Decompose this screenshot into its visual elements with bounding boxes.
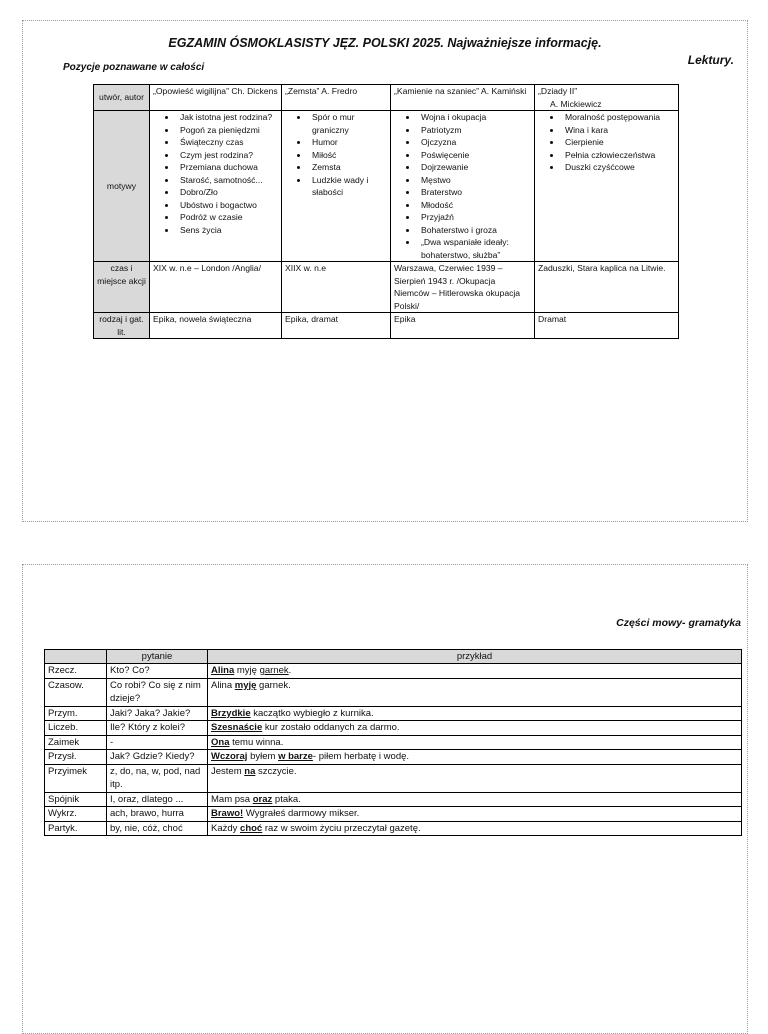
motif-item: • Wina i kara bbox=[562, 124, 675, 137]
question-cell: I, oraz, dlatego ... bbox=[107, 792, 208, 807]
motif-item: • Wojna i okupacja bbox=[418, 111, 531, 124]
section-subtitle: Pozycje poznawane w całości bbox=[63, 62, 205, 73]
question-cell: ach, brawo, hurra bbox=[107, 807, 208, 822]
example-text: garnek. bbox=[256, 679, 291, 691]
motif-item: • Sens życia bbox=[177, 224, 278, 237]
part-of-speech-cell: Zaimek bbox=[45, 735, 107, 750]
motif-item: • Miłość bbox=[309, 149, 387, 162]
part-of-speech-cell: Czasow. bbox=[45, 678, 107, 706]
section-label-lektury: Lektury. bbox=[687, 53, 734, 67]
example-text: byłem bbox=[247, 751, 279, 762]
page-gap bbox=[0, 523, 768, 563]
question-cell: Jaki? Jaka? Jakie? bbox=[107, 706, 208, 721]
part-of-speech-cell: Partyk. bbox=[45, 821, 107, 836]
example-text: ptaka. bbox=[272, 793, 301, 805]
table-row bbox=[45, 764, 742, 792]
genre-cell: Dramat bbox=[535, 313, 679, 339]
question-cell: z, do, na, w, pod, nad itp. bbox=[107, 764, 208, 792]
motif-item: • Pogoń za pieniędzmi bbox=[177, 124, 278, 137]
example-text: Mam psa bbox=[211, 793, 253, 805]
table-row bbox=[45, 664, 742, 679]
motif-item: • Ojczyzna bbox=[418, 136, 531, 149]
example-text: - piłem herbatę i wodę. bbox=[312, 751, 410, 762]
table-row bbox=[45, 721, 742, 736]
motifs-list bbox=[394, 111, 531, 261]
part-of-speech-cell: Wykrz. bbox=[45, 807, 107, 822]
motif-item: • Świąteczny czas bbox=[177, 136, 278, 149]
grammar-table-body bbox=[45, 664, 742, 836]
example-text: myję bbox=[234, 665, 260, 676]
highlighted-word: na bbox=[244, 765, 256, 777]
motif-item: • Duszki czyśćcowe bbox=[562, 161, 675, 174]
question-cell: Co robi? Co się z nim dzieje? bbox=[107, 678, 208, 706]
part-of-speech-cell: Rzecz. bbox=[45, 664, 107, 679]
motif-item: • Patriotyzm bbox=[418, 124, 531, 137]
example-cell bbox=[208, 721, 742, 736]
example-cell bbox=[208, 750, 742, 765]
work-title: „Kamienie na szaniec” A. Kamiński bbox=[394, 86, 527, 96]
row-header-motifs: motywy bbox=[94, 111, 150, 262]
motifs-cell bbox=[282, 111, 391, 262]
table-row bbox=[45, 792, 742, 807]
work-cell bbox=[150, 85, 282, 111]
motif-item: • Braterstwo bbox=[418, 186, 531, 199]
highlighted-word: Alina bbox=[211, 665, 235, 676]
work-title: „Dziady II” bbox=[538, 86, 578, 96]
header-part-of-speech bbox=[45, 650, 107, 664]
example-text: kur zostało oddanych za darmo. bbox=[262, 722, 400, 733]
document-page-2 bbox=[22, 564, 748, 1034]
highlighted-word: choć bbox=[240, 822, 263, 834]
table-row bbox=[45, 678, 742, 706]
time-place-cell: Warszawa, Czerwiec 1939 – Sierpień 1943 r. /Okupacja Niemców – Hitlerowska okupacja Polski/ bbox=[391, 262, 535, 313]
document-title: EGZAMIN ÓSMOKLASISTY JĘZ. POLSKI 2025. Najważniejsze informację. bbox=[168, 36, 602, 50]
motif-item: • Bohaterstwo i groza bbox=[418, 224, 531, 237]
motif-item: • Dobro/Zło bbox=[177, 186, 278, 199]
example-cell bbox=[208, 821, 742, 836]
example-text: szczycie. bbox=[255, 765, 297, 777]
motif-item: • Zemsta bbox=[309, 161, 387, 174]
table-row bbox=[45, 807, 742, 822]
example-text: Jestem bbox=[211, 765, 245, 777]
genre-cell: Epika bbox=[391, 313, 535, 339]
document-page-1 bbox=[22, 20, 748, 522]
underlined-word: garnek bbox=[259, 665, 289, 676]
time-place-cell: XIIX w. n.e bbox=[282, 262, 391, 313]
work-author: A. Mickiewicz bbox=[550, 98, 602, 109]
time-place-cell: XIX w. n.e – London /Anglia/ bbox=[150, 262, 282, 313]
work-cell bbox=[282, 85, 391, 111]
genre-cell: Epika, nowela świąteczna bbox=[150, 313, 282, 339]
motif-item: • Podróż w czasie bbox=[177, 211, 278, 224]
motif-item: • „Dwa wspaniałe ideały: bohaterstwo, służba” bbox=[418, 236, 531, 261]
motifs-list bbox=[285, 111, 387, 199]
example-cell bbox=[208, 792, 742, 807]
example-cell bbox=[208, 764, 742, 792]
example-cell bbox=[208, 664, 742, 679]
part-of-speech-cell: Przysł. bbox=[45, 750, 107, 765]
row-header-genre: rodzaj i gat. lit. bbox=[94, 313, 150, 339]
part-of-speech-cell: Spójnik bbox=[45, 792, 107, 807]
genre-cell: Epika, dramat bbox=[282, 313, 391, 339]
table-row-works bbox=[94, 85, 679, 111]
row-header-works: utwór, autor bbox=[94, 85, 150, 111]
table-row bbox=[45, 750, 742, 765]
example-text: kaczątko wybiegło z kurnika. bbox=[250, 707, 374, 719]
example-text: raz w swoim życiu przeczytał gazetę. bbox=[262, 822, 421, 834]
question-cell: Jak? Gdzie? Kiedy? bbox=[107, 750, 208, 765]
grammar-header-row bbox=[45, 650, 742, 664]
example-cell bbox=[208, 678, 742, 706]
work-cell bbox=[391, 85, 535, 111]
motif-item: • Jak istotna jest rodzina? bbox=[177, 111, 278, 124]
motifs-cell bbox=[150, 111, 282, 262]
highlighted-word: Wczoraj bbox=[211, 751, 248, 762]
highlighted-word: oraz bbox=[252, 793, 273, 805]
part-of-speech-cell: Przym. bbox=[45, 706, 107, 721]
example-text: . bbox=[288, 665, 292, 676]
highlighted-word: Szesnaście bbox=[211, 722, 263, 733]
example-text: Każdy bbox=[211, 822, 241, 834]
highlighted-word: Brawo! bbox=[211, 808, 244, 819]
motif-item: • Przemiana duchowa bbox=[177, 161, 278, 174]
highlighted-word: w barze bbox=[278, 751, 313, 762]
table-row-time-place bbox=[94, 262, 679, 313]
motif-item: • Młodość bbox=[418, 199, 531, 212]
motifs-list bbox=[153, 111, 278, 236]
motifs-list bbox=[538, 111, 675, 174]
example-text: Wygrałeś darmowy mikser. bbox=[243, 808, 360, 819]
motif-item: • Moralność postępowania bbox=[562, 111, 675, 124]
table-row bbox=[45, 735, 742, 750]
motif-item: • Męstwo bbox=[418, 174, 531, 187]
example-cell bbox=[208, 706, 742, 721]
highlighted-word: Ona bbox=[211, 736, 230, 748]
time-place-cell: Zaduszki, Stara kaplica na Litwie. bbox=[535, 262, 679, 313]
header-question: pytanie bbox=[107, 650, 208, 664]
example-cell bbox=[208, 807, 742, 822]
header-example: przykład bbox=[208, 650, 742, 664]
part-of-speech-cell: Przyimek bbox=[45, 764, 107, 792]
table-row bbox=[45, 706, 742, 721]
motifs-cell bbox=[535, 111, 679, 262]
highlighted-word: myję bbox=[234, 679, 257, 691]
question-cell: - bbox=[107, 735, 208, 750]
motif-item: • Humor bbox=[309, 136, 387, 149]
grammar-table bbox=[44, 649, 742, 836]
example-text: temu winna. bbox=[229, 736, 284, 748]
motif-item: • Czym jest rodzina? bbox=[177, 149, 278, 162]
work-title: „Opowieść wigilijna” Ch. Dickens bbox=[153, 86, 278, 96]
motif-item: • Poświęcenie bbox=[418, 149, 531, 162]
table-row-genre bbox=[94, 313, 679, 339]
example-cell bbox=[208, 735, 742, 750]
lektury-table bbox=[93, 84, 679, 339]
example-text: Alina bbox=[211, 679, 235, 691]
part-of-speech-cell: Liczeb. bbox=[45, 721, 107, 736]
table-row bbox=[45, 821, 742, 836]
motif-item: • Dojrzewanie bbox=[418, 161, 531, 174]
table-row-motifs bbox=[94, 111, 679, 262]
motif-item: • Spór o mur graniczny bbox=[309, 111, 387, 136]
highlighted-word: Brzydkie bbox=[211, 707, 251, 719]
motif-item: • Cierpienie bbox=[562, 136, 675, 149]
motif-item: • Starość, samotność... bbox=[177, 174, 278, 187]
question-cell: by, nie, cóż, choć bbox=[107, 821, 208, 836]
work-cell bbox=[535, 85, 679, 111]
section-label-grammar: Części mowy- gramatyka bbox=[616, 617, 741, 629]
motif-item: • Pełnia człowieczeństwa bbox=[562, 149, 675, 162]
motifs-cell bbox=[391, 111, 535, 262]
row-header-time-place: czas i miejsce akcji bbox=[94, 262, 150, 313]
motif-item: • Przyjaźń bbox=[418, 211, 531, 224]
question-cell: Ile? Który z kolei? bbox=[107, 721, 208, 736]
motif-item: • Ubóstwo i bogactwo bbox=[177, 199, 278, 212]
motif-item: • Ludzkie wady i słabości bbox=[309, 174, 387, 199]
work-title: „Zemsta” A. Fredro bbox=[285, 86, 358, 96]
question-cell: Kto? Co? bbox=[107, 664, 208, 679]
